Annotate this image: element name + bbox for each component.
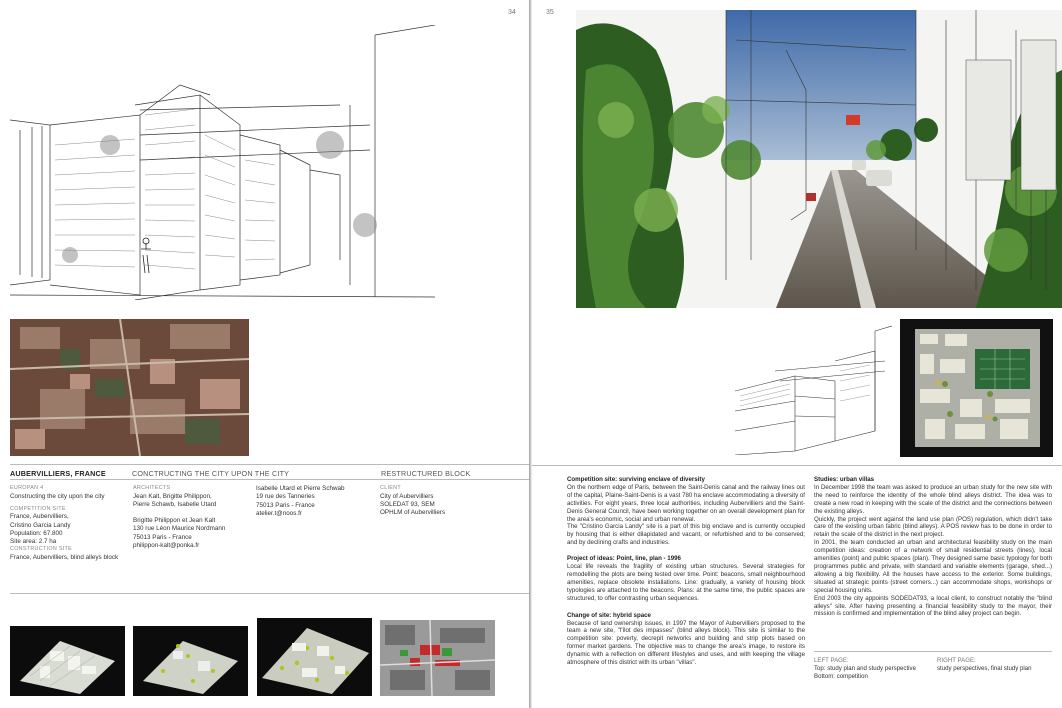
info-label: CLIENT bbox=[380, 485, 401, 491]
info-column-2 bbox=[133, 485, 253, 550]
info-line: Brigitte Philippon et Jean Kalt bbox=[133, 517, 216, 525]
info-line: 19 rue des Tanneries bbox=[256, 493, 315, 501]
info-line: Pierre Schawb, Isabelle Utard bbox=[133, 500, 217, 508]
info-line: 130 rue Léon Maurice Nordmann bbox=[133, 525, 226, 533]
street-perspective-image bbox=[576, 10, 1062, 308]
info-label: EUROPAN 4 bbox=[10, 485, 44, 491]
text-rule-top bbox=[532, 465, 1062, 466]
page-number: 34 bbox=[508, 9, 516, 16]
competition-model-image-3 bbox=[257, 618, 372, 696]
final-study-plan-image bbox=[900, 319, 1053, 457]
left-page bbox=[0, 0, 530, 708]
info-line: City of Aubervilliers bbox=[380, 492, 434, 500]
section-heading: Studies: urban villas bbox=[814, 476, 875, 483]
header-rule-top bbox=[10, 464, 530, 465]
info-line: Cristino Garcia Landy bbox=[10, 521, 71, 529]
section-paragraph: In 2001, the team conducted an urban and architectural feasibility study on the main competition ideas: creation of a network of small residential streets (lines), local amenities (point) and public spaces (plan). They designed same basic typology for both programmes public and private, with standard and variable elements (garage, shed...) allowing a big flexibility. All the houses have access to the exterior. Some buildings, situated at strategic points (street corners...) can accommodate shops, workshops or special housing units. bbox=[814, 539, 1052, 594]
caption-left-page bbox=[814, 657, 934, 681]
info-line: Constructing the city upon the city bbox=[10, 492, 105, 500]
section-heading: Project of ideas: Point, line, plan - 1996 bbox=[567, 555, 681, 563]
competition-plan-image bbox=[380, 620, 495, 696]
project-category: RESTRUCTURED BLOCK bbox=[381, 469, 471, 478]
info-line: Population: 67.800 bbox=[10, 529, 63, 537]
info-label: COMPETITION SITE bbox=[10, 505, 66, 512]
section-paragraph: End 2003 the city appoints SODEDAT93, a local client, to construct notably the "blind alleys" site. After having presenting a financial feasibility study to the mayor, their mission is confirmed and implementation of the blind alley project can begin. bbox=[814, 594, 1052, 618]
info-line: SOLEDAT 93, SEM bbox=[380, 500, 435, 508]
section-heading: Change of site: hybrid space bbox=[567, 611, 651, 619]
info-line: France, Aubervilliers, bbox=[10, 513, 69, 521]
caption-line: Top: study plan and study perspective bbox=[814, 664, 916, 672]
info-line: France, Aubervilliers, blind alleys block bbox=[10, 553, 119, 561]
section-paragraph: Local life reveals the fragility of existing urban structures. Several strategies for remodelling the plots are being tested over time. Point: beacons, small neighbourhood amenities, replace obsolete installations. Line: gradually, a variety of housing block typologies are attached to the beacons. Plans: at the same time, the public spaces are structured, to offer contrasting urban sequences. bbox=[567, 563, 805, 602]
caption-label: LEFT PAGE: bbox=[814, 657, 849, 664]
text-column-right bbox=[814, 476, 1052, 618]
info-column-4 bbox=[380, 485, 510, 517]
competition-model-image-1 bbox=[10, 626, 125, 696]
info-label: ARCHITECTS bbox=[133, 485, 171, 491]
caption-rule bbox=[814, 651, 1052, 652]
caption-right-page bbox=[937, 657, 1057, 673]
caption-line: Bottom: competition bbox=[814, 672, 868, 680]
info-label: CONSTRUCTION SITE bbox=[10, 546, 73, 553]
section-paragraph: On the northern edge of Paris, between the Saint-Denis canal and the railway lines out of the capital, Plaine-Saint-Denis is a vast 780 ha enclave accommodating a diversity of activities. For eight years, three local authorities, including Aubervilliers and the Saint-Denis General Council, have been working together on an overall development plan for the area's economic, social and urban renewal. bbox=[567, 483, 805, 523]
project-title: AUBERVILLIERS, FRANCE bbox=[10, 469, 106, 478]
caption-line: study perspectives, final study plan bbox=[937, 664, 1032, 672]
info-line: philippon-kalt@ponka.fr bbox=[133, 541, 200, 549]
header-rule-bottom bbox=[10, 479, 530, 480]
info-line: OPHLM of Aubervilliers bbox=[380, 509, 446, 517]
info-rule-bottom bbox=[10, 593, 530, 594]
right-page bbox=[532, 0, 1062, 708]
section-heading: Competition site: surviving enclave of diversity bbox=[567, 476, 705, 483]
info-line: Jean Kalt, Brigitte Philippon, bbox=[133, 492, 212, 500]
info-line: Isabelle Utard et Pierre Schwab bbox=[256, 485, 345, 492]
info-line: 75013 Paris - France bbox=[256, 501, 315, 509]
info-line: 75013 Paris - France bbox=[133, 533, 192, 541]
study-sketch-image bbox=[735, 321, 892, 455]
info-column-1 bbox=[10, 485, 130, 562]
section-paragraph: In December 1998 the team was asked to produce an urban study for the new site with the need to reinforce the identity of the whole blind alleys district. The idea was to create a new road in keeping with the scale of the district and the connections between the existing alleys. bbox=[814, 483, 1052, 515]
page-number: 35 bbox=[546, 9, 554, 16]
info-column-3 bbox=[256, 485, 376, 518]
perspective-sketch-image bbox=[10, 25, 435, 300]
info-line: Site area: 2.7 ha bbox=[10, 538, 57, 546]
project-tagline: CONCTRUCTING THE CITY UPON THE CITY bbox=[132, 469, 290, 478]
section-paragraph: Because of land ownership issues, in 1997 the Mayor of Aubervilliers proposed to the team a new site, "l'îlot des impasses" (blind alleys block). This site is similar to the competition site: poverty, decrepit networks and building and strip plots based on former market gardens. The objective was to change the area's image, to restore its dynamic with a reflection on different lifestyles and uses, and with keeping the village atmosphere of this district with its urban "villas". bbox=[567, 619, 805, 667]
section-paragraph: Quickly, the project went against the land use plan (POS) regulation, which didn't take care of the existing urban fabric (blind alleys). A POS review has to be done in order to retain the scale of the district in the next project. bbox=[814, 515, 1052, 539]
text-column-left bbox=[567, 476, 805, 667]
section-paragraph: The "Cristino Garcia Landy" site is a part of this big enclave and is currently occupied by housing that is either dilapidated and vacant, or refurbished and to be conserved; and by declining crafts and industries. bbox=[567, 523, 805, 547]
info-line: atelier.t@noos.fr bbox=[256, 509, 302, 517]
aerial-photo-image bbox=[10, 319, 249, 456]
competition-model-image-2 bbox=[133, 626, 248, 696]
caption-label: RIGHT PAGE: bbox=[937, 657, 976, 664]
